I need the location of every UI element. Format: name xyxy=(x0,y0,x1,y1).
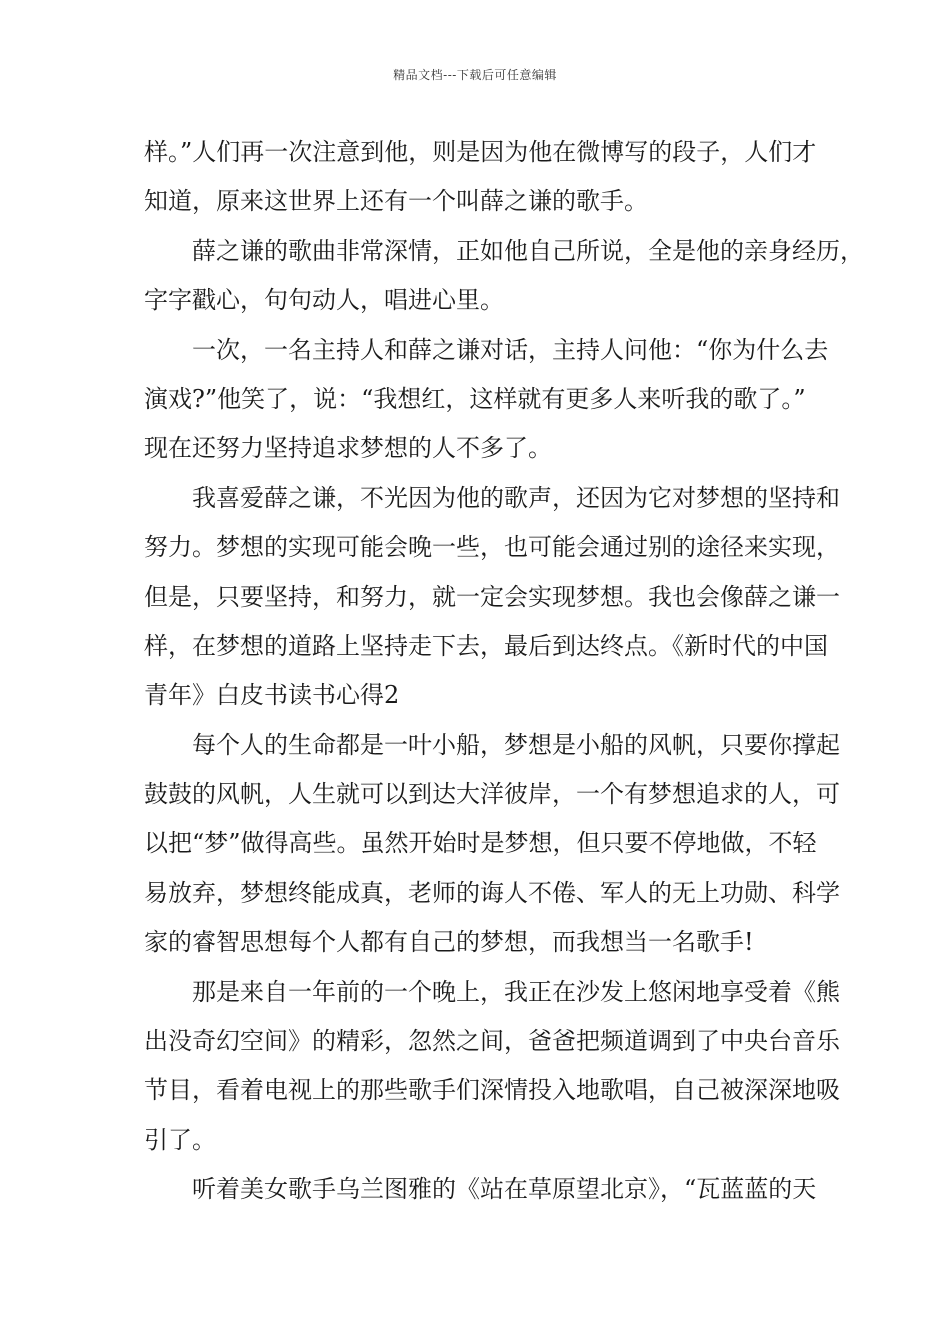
paragraph-first-line: 那是来自一年前的一个晚上，我正在沙发上悠闲地享受着《熊 xyxy=(192,977,840,1006)
text-line: 青年》白皮书读书心得2 xyxy=(144,681,400,710)
text-line: 现在还努力坚持追求梦想的人不多了。 xyxy=(144,434,552,463)
text-line: 鼓鼓的风帆，人生就可以到达大洋彼岸，一个有梦想追求的人，可 xyxy=(144,780,840,809)
text-line: 易放弃，梦想终能成真，老师的诲人不倦、军人的无上功勋、科学 xyxy=(144,878,840,907)
text-line: 但是，只要坚持，和努力，就一定会实现梦想。我也会像薛之谦一 xyxy=(144,582,840,611)
text-line: 努力。梦想的实现可能会晚一些，也可能会通过别的途径来实现， xyxy=(144,533,840,562)
text-line: 字字戳心，句句动人，唱进心里。 xyxy=(144,286,504,315)
paragraph-first-line: 听着美女歌手乌兰图雅的《站在草原望北京》，“瓦蓝蓝的天 xyxy=(192,1175,817,1204)
text-line: 知道，原来这世界上还有一个叫薛之谦的歌手。 xyxy=(144,187,648,216)
text-line: 节目，看着电视上的那些歌手们深情投入地歌唱，自己被深深地吸 xyxy=(144,1076,840,1105)
paragraph-first-line: 我喜爱薛之谦，不光因为他的歌声，还因为它对梦想的坚持和 xyxy=(192,483,840,512)
document-body xyxy=(144,128,864,1215)
text-line: 引了。 xyxy=(144,1125,216,1154)
page-header: 精品文档---下载后可任意编辑 xyxy=(393,68,557,82)
text-line: 出没奇幻空间》的精彩，忽然之间，爸爸把频道调到了中央台音乐 xyxy=(144,1027,840,1056)
paragraph-first-line: 每个人的生命都是一叶小船，梦想是小船的风帆，只要你撑起 xyxy=(192,730,840,759)
text-line: 以把“梦”做得高些。虽然开始时是梦想，但只要不停地做，不轻 xyxy=(144,829,817,858)
paragraph-first-line: 薛之谦的歌曲非常深情，正如他自己所说，全是他的亲身经历， xyxy=(192,236,864,265)
text-line: 家的睿智思想每个人都有自己的梦想，而我想当一名歌手! xyxy=(144,928,754,957)
paragraph-first-line: 一次，一名主持人和薛之谦对话，主持人问他：“你为什么去 xyxy=(192,335,829,364)
text-line: 样。”人们再一次注意到他，则是因为他在微博写的段子，人们才 xyxy=(144,138,817,166)
text-line: 样，在梦想的道路上坚持走下去，最后到达终点。《新时代的中国 xyxy=(144,631,828,660)
text-line: 演戏?”他笑了，说：“我想红，这样就有更多人来听我的歌了。” xyxy=(144,384,806,413)
